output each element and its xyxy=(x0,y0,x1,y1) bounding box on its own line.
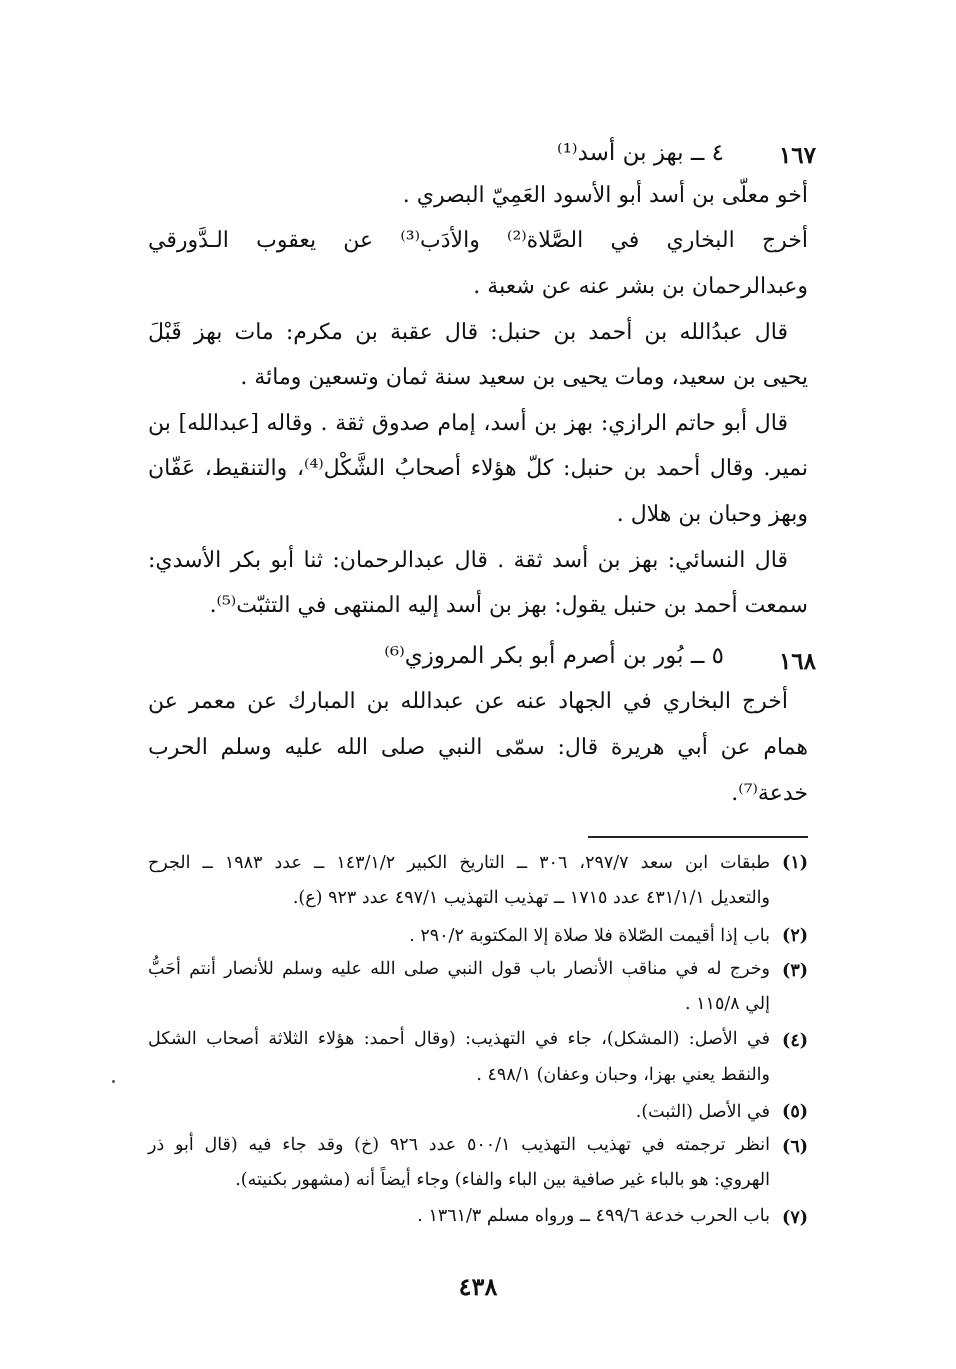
footnote-line: باب الحرب خدعة ٤٩٩/٦ ــ ورواه مسلم ١٣٦١/٣ . xyxy=(417,1206,770,1226)
footnote-line: إلي ١١٥/٨ . xyxy=(685,994,770,1014)
footnote-mark: (٧) xyxy=(782,1208,808,1228)
entry-number: ١٦٧ xyxy=(778,142,816,169)
entry-number: ١٦٨ xyxy=(778,648,816,675)
text-line: نمير. وقال أحمد بن حنبل: كلّ هؤلاء أصحابُ الشَّكْل⁽⁴⁾، والتنقيط، عَفّان xyxy=(148,456,808,481)
text-line: قال عبدُالله بن أحمد بن حنبل: قال عقبة بن مكرم: مات بهز قَبْلَ xyxy=(148,320,788,345)
footnote-mark: (٤) xyxy=(782,1031,808,1051)
text-line: سمعت أحمد بن حنبل يقول: بهز بن أسد إليه المنتهى في التثبّت⁽⁵⁾. xyxy=(209,593,808,618)
text-line: قال أبو حاتم الرازي: بهز بن أسد، إمام صدوق ثقة . وقاله [عبدالله] بن xyxy=(148,411,788,436)
text-line: أخرج البخاري في الجهاد عنه عن عبدالله بن المبارك عن معمر عن xyxy=(148,689,788,714)
text-line: همام عن أبي هريرة قال: سمّى النبي صلى الله عليه وسلم الحرب xyxy=(148,735,808,760)
footnote-separator xyxy=(588,836,808,838)
footnote-line: طبقات ابن سعد ٢٩٧/٧، ٣٠٦ ــ التاريخ الكبير ١٤٣/١/٢ ــ عدد ١٩٨٣ ــ الجرح xyxy=(148,853,770,873)
text-line: يحيى بن سعيد، ومات يحيى بن سعيد سنة ثمان وتسعين ومائة . xyxy=(240,365,808,390)
footnote-mark: (٢) xyxy=(782,926,808,946)
text-line: وبهز وحبان بن هلال . xyxy=(616,502,808,527)
text-line: قال النسائي: بهز بن أسد ثقة . قال عبدالرحمان: ثنا أبو بكر الأسدي: xyxy=(148,548,788,573)
footnote-line: في الأصل: (المشكل)، جاء في التهذيب: (وقال أحمد: هؤلاء الثلاثة أصحاب الشكل xyxy=(148,1029,770,1049)
text-line: خدعة⁽⁷⁾. xyxy=(731,781,808,806)
entry-heading: ٥ ــ بُور بن أصرم أبو بكر المروزي⁽⁶⁾ xyxy=(384,643,724,669)
footnote-mark: (١) xyxy=(782,853,808,873)
footnote-line: وخرج له في مناقب الأنصار باب قول النبي صلى الله عليه وسلم للأنصار أنتم أحَبُّ xyxy=(148,959,770,979)
footnote-mark: (٦) xyxy=(782,1137,808,1157)
page-number: ٤٣٨ xyxy=(458,1272,498,1301)
footnote-line: الهروي: هو بالباء غير صافية بين الباء والفاء) وجاء أيضاً أنه (مشهور بكنيته). xyxy=(235,1170,770,1190)
text-line: وعبدالرحمان بن بشر عنه عن شعبة . xyxy=(473,274,808,299)
text-line: أخو معلّى بن أسد أبو الأسود العَمِيّ البصري . xyxy=(402,183,808,208)
footnote-line: باب إذا أقيمت الصّلاة فلا صلاة إلا المكتوبة ٢٩٠/٢ . xyxy=(409,926,770,946)
entry-heading: ٤ ــ بهز بن أسد⁽¹⁾ xyxy=(557,140,724,166)
stray-mark xyxy=(112,1080,115,1083)
footnote-line: في الأصل (الثبت). xyxy=(635,1102,770,1122)
footnote-mark: (٥) xyxy=(782,1102,808,1122)
text-line: أخرج البخاري في الصَّلاة⁽²⁾ والأدَب⁽³⁾ عن يعقوب الـدَّورقي xyxy=(148,228,809,253)
footnote-line: والنقط يعني بهزا، وحبان وعفان) ٤٩٨/١ . xyxy=(476,1065,770,1085)
footnote-mark: (٣) xyxy=(782,961,808,981)
footnote-line: والتعديل ٤٣١/١/١ عدد ١٧١٥ ــ تهذيب التهذيب ٤٩٧/١ عدد ٩٢٣ (ع). xyxy=(292,888,770,908)
footnote-line: انظر ترجمته في تهذيب التهذيب ٥٠٠/١ عدد ٩٢٦ (خ) وقد جاء فيه (قال أبو ذر xyxy=(148,1135,771,1155)
